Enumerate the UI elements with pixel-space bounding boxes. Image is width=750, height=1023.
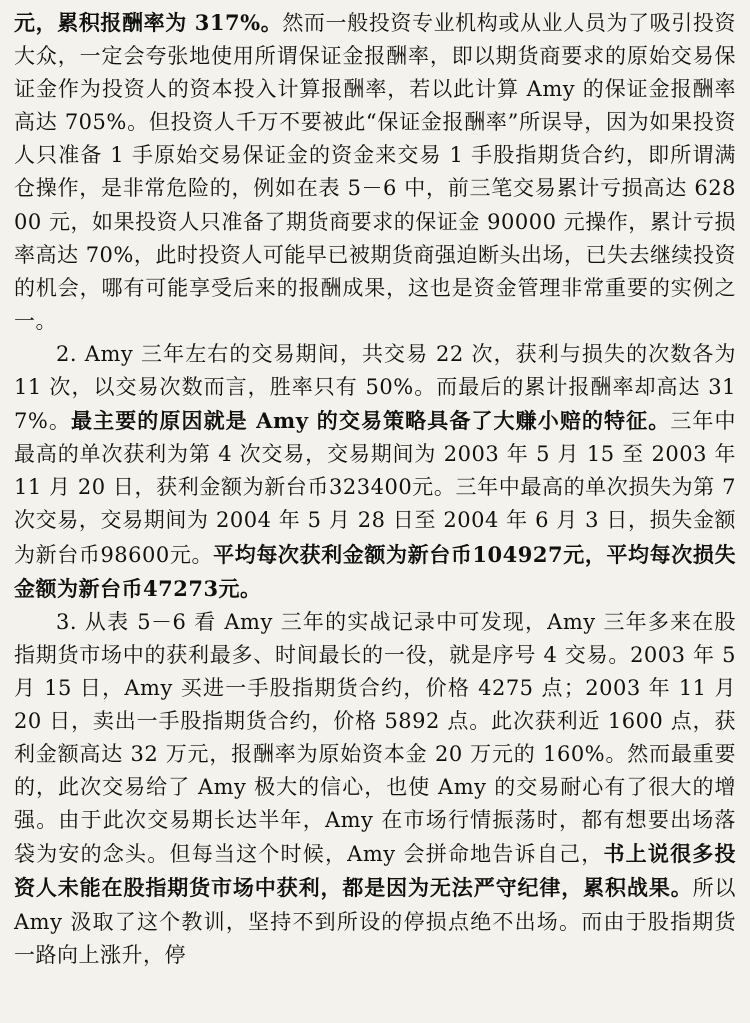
body-text: 三年中最高的单次获利为第 4 次交易，交易期间为 2003 年 5 月 15 至 2003 年 11 月 20 日，获利金额为新台币323400元。三年中最高的单次损失为第 7 次交易，交易期间为 2004 年 5 月 28 日至 2004 年 6 月 3 日，损失金额为新台币98600元。 — [14, 409, 737, 567]
body-text: 然而一般投资专业机构或从业人员为了吸引投资大众，一定会夸张地使用所谓保证金报酬率，即以期货商要求的原始交易保证金作为投资人的资本投入计算报酬率，若以此计算 Amy 的保证金报酬率高达 705%。但投资人千万不要被此“保证金报酬率”所误导，因为如果投资人只准备 1 手原始交易保证金的资金来交易 1 手股指期货合约，即所谓满仓操作，是非常危险的，例如在表 5－6 中，前三笔交易累计亏损高达 62800 元，如果投资人只准备了期货商要求的保证金 90000 元操作，累计亏损率高达 70%，此时投资人可能早已被期货商强迫断头出场，已失去继续投资的机会，哪有可能享受后来的报酬成果，这也是资金管理非常重要的实例之一。 — [14, 11, 736, 333]
paragraph-3 — [14, 606, 736, 972]
bold-text: 最主要的原因就是 Amy 的交易策略具备了大赚小赔的特征。 — [71, 408, 671, 434]
body-text: 3. 从表 5－6 看 Amy 三年的实战记录中可发现，Amy 三年多来在股指期货市场中的获利最多、时间最长的一役，就是序号 4 交易。2003 年 5 月 15 日，Amy 买进一手股指期货合约，价格 4275 点；2003 年 11 月 20 日，卖出一手股指期货合约，价格 5892 点。此次获利近 1600 点，获利金额高达 32 万元，报酬率为原始资本金 20 万元的 160%。然而最重要的，此次交易给了 Amy 极大的信心，也使 Amy 的交易耐心有了很大的增强。由于此次交易期长达半年，Amy 在市场行情振荡时，都有想要出场落袋为安的念头。但每当这个时候，Amy 会拼命地告诉自己， — [14, 609, 736, 867]
body-text: 所以 Amy 汲取了这个教训，坚持不到所设的停损点绝不出场。而由于股指期货一路向上涨升，停 — [14, 876, 736, 967]
paragraph-2 — [14, 338, 736, 606]
bold-text: 书上说很多投资人未能在股指期货市场中获利，都是因为无法严守纪律，累积战果。 — [14, 841, 736, 901]
bold-text: 平均每次获利金额为新台币104927元，平均每次损失金额为新台币47273元。 — [14, 541, 736, 601]
paragraph-1 — [14, 6, 736, 338]
body-text: 2. Amy 三年左右的交易期间，共交易 22 次，获利与损失的次数各为 11 次，以交易次数而言，胜率只有 50%。而最后的累计报酬率却高达 317%。 — [14, 341, 736, 434]
bold-text: 元，累积报酬率为 317%。 — [14, 10, 283, 35]
